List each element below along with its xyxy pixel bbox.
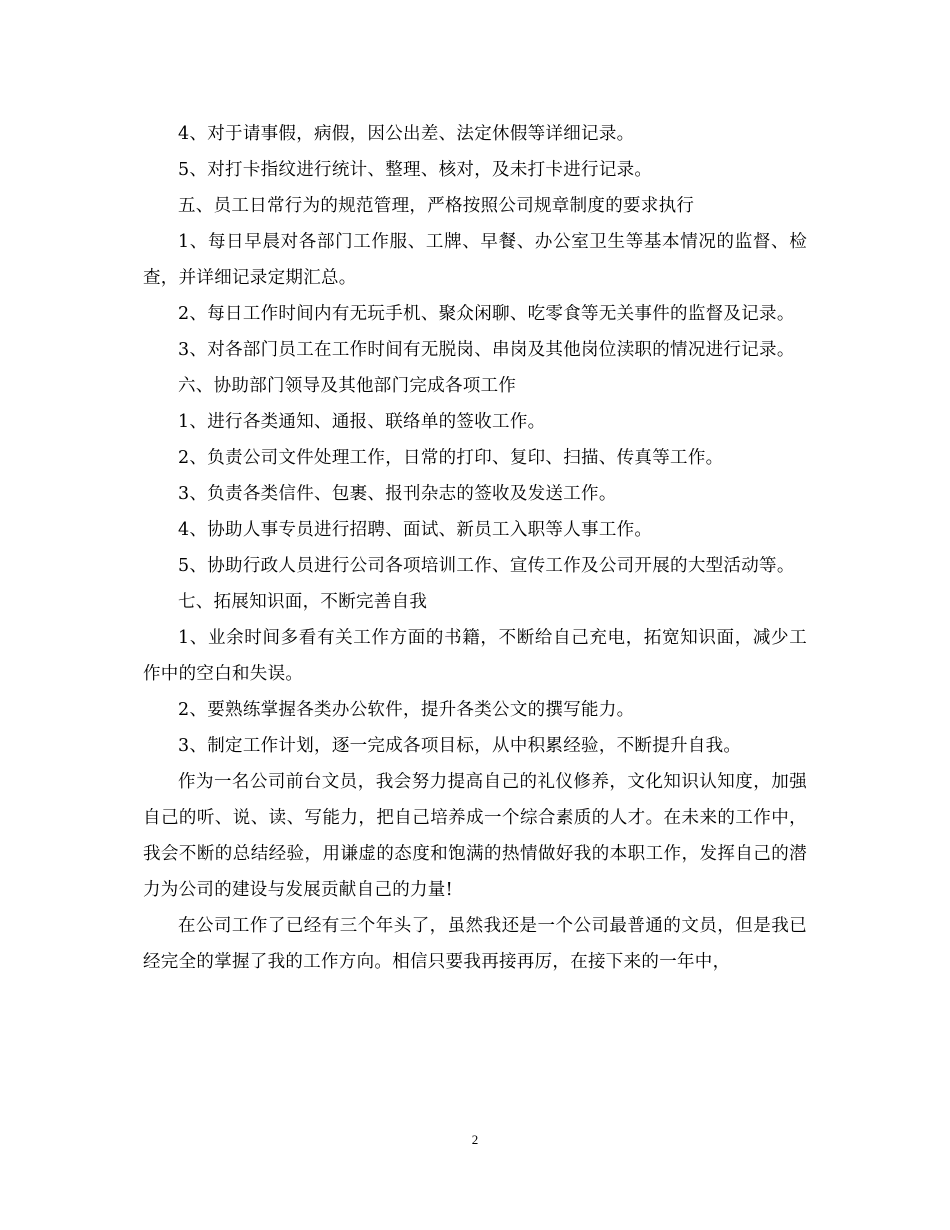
section-heading: 七、拓展知识面，不断完善自我 [178, 592, 428, 612]
section-heading: 五、员工日常行为的规范管理，严格按照公司规章制度的要求执行 [178, 196, 695, 216]
paragraph: 作为一名公司前台文员，我会努力提高自己的礼仪修养，文化知识认知度，加强自己的听、说、读、写能力，把自己培养成一个综合素质的人才。在未来的工作中，我会不断的总结经验，用谦虚的态度和饱满的热情做好我的本职工作，发挥自己的潜力为公司的建设与发展贡献自己的力量! [143, 772, 807, 900]
paragraph: 1、每日早晨对各部门工作服、工牌、早餐、办公室卫生等基本情况的监督、检查，并详细记录定期汇总。 [143, 232, 807, 288]
paragraph: 3、对各部门员工在工作时间有无脱岗、串岗及其他岗位渎职的情况进行记录。 [178, 340, 795, 360]
paragraph: 1、业余时间多看有关工作方面的书籍，不断给自己充电，拓宽知识面，减少工作中的空白和失误。 [143, 628, 807, 684]
paragraph: 4、协助人事专员进行招聘、面试、新员工入职等人事工作。 [178, 520, 653, 540]
paragraph: 2、要熟练掌握各类办公软件，提升各类公文的撰写能力。 [178, 700, 635, 720]
page-number: 2 [471, 1132, 479, 1147]
paragraph: 3、负责各类信件、包裹、报刊杂志的签收及发送工作。 [178, 484, 617, 504]
paragraph: 5、对打卡指纹进行统计、整理、核对，及未打卡进行记录。 [178, 160, 653, 180]
document-body [143, 116, 807, 980]
paragraph: 3、制定工作计划，逐一完成各项目标，从中积累经验，不断提升自我。 [178, 736, 742, 756]
paragraph: 2、每日工作时间内有无玩手机、聚众闲聊、吃零食等无关事件的监督及记录。 [178, 304, 795, 324]
paragraph: 2、负责公司文件处理工作，日常的打印、复印、扫描、传真等工作。 [178, 448, 724, 468]
paragraph: 4、对于请事假，病假，因公出差、法定休假等详细记录。 [178, 124, 635, 144]
paragraph: 在公司工作了已经有三个年头了，虽然我还是一个公司最普通的文员，但是我已经完全的掌握了我的工作方向。相信只要我再接再厉，在接下来的一年中， [143, 916, 807, 972]
paragraph: 1、进行各类通知、通报、联络单的签收工作。 [178, 412, 546, 432]
section-heading: 六、协助部门领导及其他部门完成各项工作 [178, 376, 517, 396]
paragraph: 5、协助行政人员进行公司各项培训工作、宣传工作及公司开展的大型活动等。 [178, 556, 795, 576]
